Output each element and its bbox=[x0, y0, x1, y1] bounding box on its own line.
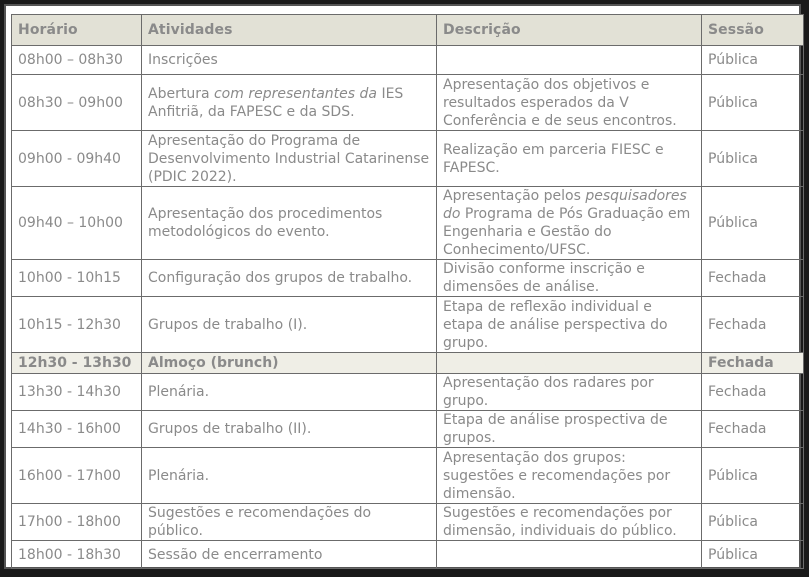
description-cell: Etapa de análise prospectiva de grupos. bbox=[437, 411, 702, 448]
table-row bbox=[12, 448, 804, 504]
description-text: Programa de Pós Graduação em Engenharia e Gestão do Conhecimento/UFSC. bbox=[443, 206, 691, 258]
header-descricao: Descrição bbox=[437, 15, 702, 46]
time-cell: 16h00 - 17h00 bbox=[12, 448, 142, 504]
time-cell: 14h30 - 16h00 bbox=[12, 411, 142, 448]
time-cell: 17h00 - 18h00 bbox=[12, 504, 142, 541]
activity-cell: Plenária. bbox=[142, 374, 437, 411]
activity-cell: Grupos de trabalho (II). bbox=[142, 411, 437, 448]
session-cell: Fechada bbox=[702, 374, 804, 411]
description-cell: Realização em parceria FIESC e FAPESC. bbox=[437, 131, 702, 187]
activity-cell bbox=[142, 75, 437, 131]
table-row bbox=[12, 46, 804, 75]
description-emphasis: pesquisadores do bbox=[443, 188, 687, 222]
activity-cell: Almoço (brunch) bbox=[142, 353, 437, 374]
table-row bbox=[12, 131, 804, 187]
time-cell: 09h40 – 10h00 bbox=[12, 187, 142, 260]
activity-cell: Plenária. bbox=[142, 448, 437, 504]
session-cell: Pública bbox=[702, 46, 804, 75]
activity-cell: Grupos de trabalho (I). bbox=[142, 297, 437, 353]
table-row bbox=[12, 541, 804, 569]
schedule-table bbox=[11, 14, 804, 569]
time-cell: 10h15 - 12h30 bbox=[12, 297, 142, 353]
table-row bbox=[12, 187, 804, 260]
description-cell: Divisão conforme inscrição e dimensões de análise. bbox=[437, 260, 702, 297]
time-cell: 13h30 - 14h30 bbox=[12, 374, 142, 411]
activity-text: IES Anfitriã, da FAPESC e da SDS. bbox=[148, 85, 404, 120]
table-row bbox=[12, 374, 804, 411]
description-text: Apresentação pelos bbox=[443, 188, 586, 204]
table-row bbox=[12, 504, 804, 541]
description-cell: Etapa de reflexão individual e etapa de análise perspectiva do grupo. bbox=[437, 297, 702, 353]
table-row bbox=[12, 75, 804, 131]
session-cell: Pública bbox=[702, 448, 804, 504]
time-cell: 09h00 - 09h40 bbox=[12, 131, 142, 187]
description-cell bbox=[437, 187, 702, 260]
activity-cell: Apresentação do Programa de Desenvolvimento Industrial Catarinense (PDIC 2022). bbox=[142, 131, 437, 187]
time-cell: 08h30 – 09h00 bbox=[12, 75, 142, 131]
activity-cell: Apresentação dos procedimentos metodológicos do evento. bbox=[142, 187, 437, 260]
session-cell: Pública bbox=[702, 75, 804, 131]
description-cell: Sugestões e recomendações por dimensão, individuais do público. bbox=[437, 504, 702, 541]
time-cell: 12h30 - 13h30 bbox=[12, 353, 142, 374]
table-row bbox=[12, 411, 804, 448]
session-cell: Pública bbox=[702, 541, 804, 569]
activity-emphasis: com representantes da bbox=[213, 85, 377, 102]
session-cell: Fechada bbox=[702, 353, 804, 374]
session-cell: Pública bbox=[702, 504, 804, 541]
session-cell: Pública bbox=[702, 131, 804, 187]
document-frame bbox=[4, 4, 801, 569]
table-row-lunch bbox=[12, 353, 804, 374]
description-cell: Apresentação dos grupos: sugestões e recomendações por dimensão. bbox=[437, 448, 702, 504]
session-cell: Pública bbox=[702, 187, 804, 260]
activity-text: Abertura bbox=[148, 85, 214, 102]
header-row bbox=[12, 15, 804, 46]
time-cell: 18h00 - 18h30 bbox=[12, 541, 142, 569]
time-cell: 08h00 – 08h30 bbox=[12, 46, 142, 75]
table-row bbox=[12, 260, 804, 297]
activity-cell: Sugestões e recomendações do público. bbox=[142, 504, 437, 541]
header-atividades: Atividades bbox=[142, 15, 437, 46]
description-cell bbox=[437, 353, 702, 374]
description-cell bbox=[437, 46, 702, 75]
header-sessao: Sessão bbox=[702, 15, 804, 46]
description-cell: Apresentação dos radares por grupo. bbox=[437, 374, 702, 411]
session-cell: Fechada bbox=[702, 297, 804, 353]
session-cell: Fechada bbox=[702, 260, 804, 297]
activity-cell: Inscrições bbox=[142, 46, 437, 75]
session-cell: Fechada bbox=[702, 411, 804, 448]
description-cell bbox=[437, 541, 702, 569]
activity-cell: Sessão de encerramento bbox=[142, 541, 437, 569]
header-horario: Horário bbox=[12, 15, 142, 46]
description-cell: Apresentação dos objetivos e resultados esperados da V Conferência e de seus encontros. bbox=[437, 75, 702, 131]
time-cell: 10h00 - 10h15 bbox=[12, 260, 142, 297]
activity-cell: Configuração dos grupos de trabalho. bbox=[142, 260, 437, 297]
table-row bbox=[12, 297, 804, 353]
